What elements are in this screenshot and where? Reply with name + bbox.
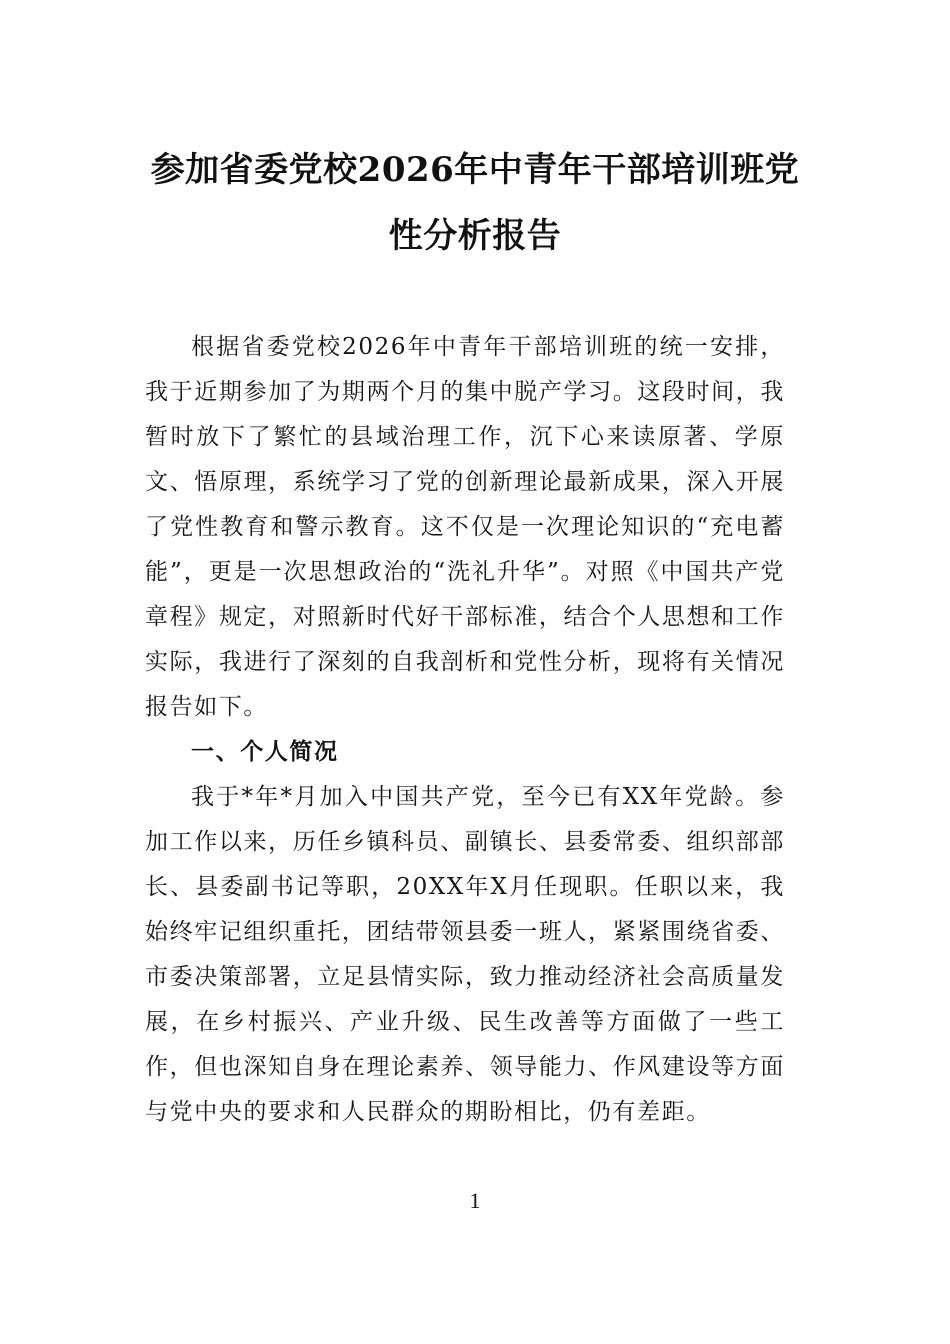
intro-paragraph: 根据省委党校2026年中青年干部培训班的统一安排，我于近期参加了为期两个月的集中脱产学习。这段时间，我暂时放下了繁忙的县域治理工作，沉下心来读原著、学原文、悟原理，系统学习了党的创新理论最新成果，深入开展了党性教育和警示教育。这不仅是一次理论知识的“充电蓄能”，更是一次思想政治的“洗礼升华”。对照《中国共产党章程》规定，对照新时代好干部标准，结合个人思想和工作实际，我进行了深刻的自我剖析和党性分析，现将有关情况报告如下。 [145, 334, 785, 720]
page-number: 1 [469, 1188, 481, 1213]
document-title [120, 150, 830, 256]
personal-profile-paragraph: 我于*年*月加入中国共产党，至今已有XX年党龄。参加工作以来，历任乡镇科员、副镇长、县委常委、组织部部长、县委副书记等职，20XX年X月任现职。任职以来，我始终牢记组织重托，团结带领县委一班人，紧紧围绕省委、市委决策部署，立足县情实际，致力推动经济社会高质量发展，在乡村振兴、产业升级、民生改善等方面做了一些工作，但也深知自身在理论素养、领导能力、作风建设等方面与党中央的要求和人民群众的期盼相比，仍有差距。 [145, 784, 785, 1125]
title-line-2: 性分析报告 [388, 216, 562, 256]
title-line-1: 参加省委党校2026年中青年干部培训班党 [150, 150, 800, 190]
section-heading-personal-profile: 一、个人简况 [191, 739, 339, 765]
document-body [145, 325, 785, 1135]
